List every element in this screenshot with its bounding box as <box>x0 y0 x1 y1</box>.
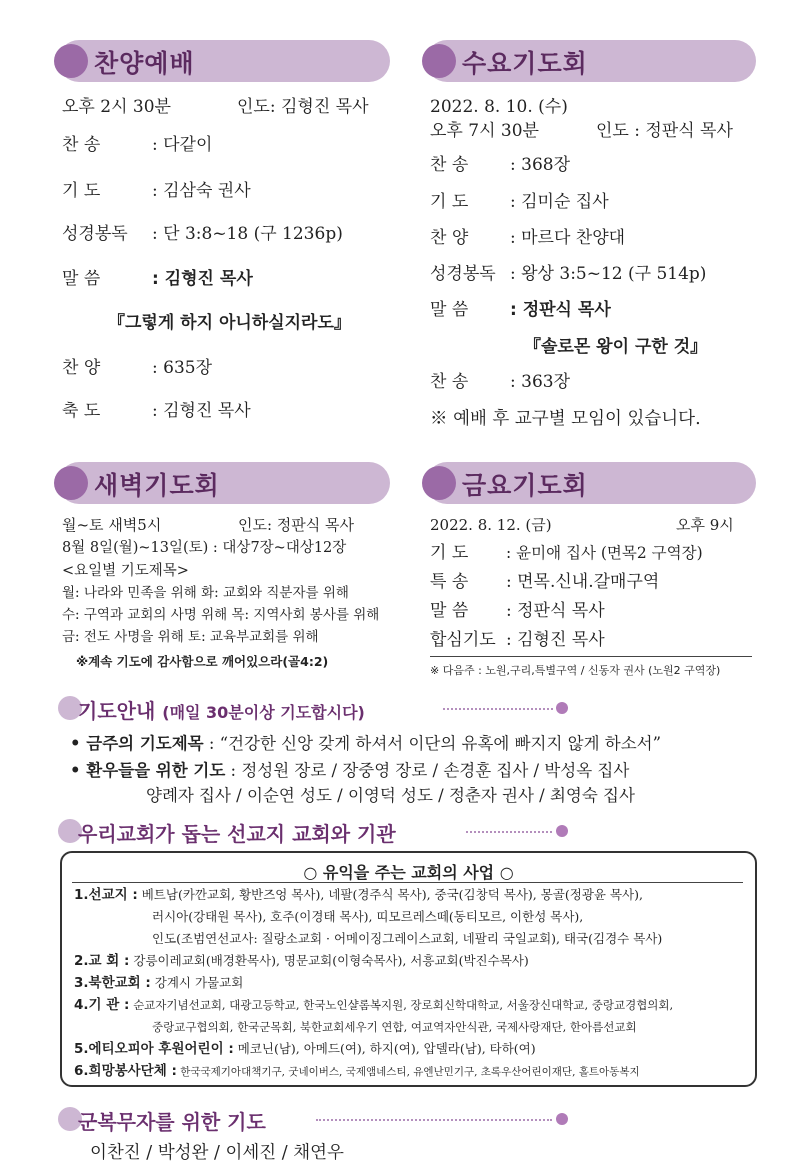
friday-heading: 금요기도회 <box>462 471 588 500</box>
dotted-leader <box>466 831 552 833</box>
sunday-time: 오후 2시 30분 <box>62 97 171 117</box>
sick-label: • 환우들을 위한 기도 <box>70 761 226 780</box>
wednesday-heading-bar <box>426 40 756 82</box>
wednesday-date: 2022. 8. 10. (수) <box>430 97 568 117</box>
heading-dot <box>54 466 88 500</box>
mission-label: 5.에티오피아 후원어린이 : <box>74 1041 234 1057</box>
missions-box-title: ○ 유익을 주는 교회의 사업 ○ <box>303 863 514 882</box>
mission-text: 순교자기념선교회, 대광고등학교, 한국노인샬롬복지원, 장로회신학대학교, 서울장신대학교, 중랑교경협의회, <box>133 998 674 1012</box>
row-value: : 마르다 찬양대 <box>510 228 626 248</box>
mission-text: 베트남(카깐교회, 황반즈엉 목사), 네팔(경주식 목사), 중국(김창덕 목사), 몽골(정광윤 목사), <box>141 887 643 902</box>
dawn-leader: 인도: 정판식 목사 <box>238 516 355 534</box>
row-label: 찬 송 <box>430 372 469 392</box>
leader-end-dot <box>556 825 568 837</box>
row-value: : 363장 <box>510 372 571 392</box>
friday-note: ※ 다음주 : 노원,구리,특별구역 / 신동자 권사 (노원2 구역장) <box>430 664 721 677</box>
row-value: : 왕상 3:5~12 (구 514p) <box>510 264 707 284</box>
box-title-rule <box>72 882 743 883</box>
row-label: 찬 송 <box>62 135 101 155</box>
military-title: 군복무자를 위한 기도 <box>78 1110 266 1134</box>
row-label: 찬 송 <box>430 155 469 175</box>
row-value: : 김미순 집사 <box>510 192 609 212</box>
row-value: : 김삼숙 권사 <box>152 181 251 201</box>
dawn-topic: 월: 나라와 민족을 위해 화: 교회와 직분자를 위해 <box>62 585 349 601</box>
row-label: 찬 양 <box>62 358 101 378</box>
sick-prayer <box>70 760 629 782</box>
friday-row <box>430 571 659 593</box>
row-label: 축 도 <box>62 401 101 421</box>
wednesday-row <box>430 371 570 393</box>
friday-date: 2022. 8. 12. (금) <box>430 516 552 534</box>
wednesday-row <box>430 227 625 249</box>
mission-row <box>74 887 643 903</box>
row-value: : 김형진 목사 <box>152 269 253 289</box>
title-sub: (매일 30분이상 기도합시다) <box>162 703 365 722</box>
dotted-leader <box>316 1119 552 1121</box>
mission-label: 4.기 관 : <box>74 997 130 1013</box>
title-main: 기도안내 <box>78 699 156 723</box>
sunday-heading: 찬양예배 <box>94 49 195 78</box>
sunday-leader: 인도: 김형진 목사 <box>237 97 369 117</box>
friday-divider <box>430 656 752 657</box>
weekly-prayer <box>70 733 661 755</box>
row-label: 성경봉독 <box>62 224 128 244</box>
row-value: : 635장 <box>152 358 213 378</box>
friday-row <box>430 600 605 622</box>
sunday-sermon-title <box>108 312 351 334</box>
row-value: : 김형진 목사 <box>152 401 251 421</box>
wednesday-row <box>430 154 570 176</box>
mission-label: 2.교 회 : <box>74 953 130 969</box>
row-label: 기 도 <box>62 181 101 201</box>
mission-text: 강릉이레교회(배경환목사), 명문교회(이형숙목사), 서흥교회(박진수목사) <box>133 953 529 968</box>
leader-end-dot <box>556 1113 568 1125</box>
leader-end-dot <box>556 702 568 714</box>
wednesday-note: ※ 예배 후 교구별 모임이 있습니다. <box>430 409 701 429</box>
row-label: 특 송 <box>430 572 469 592</box>
missions-title: 우리교회가 돕는 선교지 교회와 기관 <box>78 822 396 846</box>
wednesday-row <box>430 299 611 321</box>
mission-row <box>74 997 673 1013</box>
dawn-time: 월~토 새벽5시 <box>62 516 162 534</box>
wednesday-leader: 인도 : 정판식 목사 <box>596 121 733 141</box>
mission-label: 3.북한교회 : <box>74 975 151 991</box>
mission-row-cont: 중랑교구협의회, 한국군목회, 북한교회세우기 연합, 여교역자안식관, 국제사랑재단, 한아름선교회 <box>152 1020 637 1034</box>
row-label: 합심기도 <box>430 630 496 650</box>
row-value: : 다같이 <box>152 135 213 155</box>
mission-row <box>74 1041 536 1057</box>
mission-row-cont: 러시아(강태원 목사), 호주(이경태 목사), 띠모르레스떼(동티모르, 이한성 목사), <box>152 909 584 924</box>
mission-label: 1.선교지 : <box>74 887 138 903</box>
mission-label: 6.희망봉사단체 : <box>74 1063 177 1079</box>
missions-box <box>60 851 757 1087</box>
mission-text: 한국국제기아대책기구, 굿네이버스, 국제앰네스티, 유엔난민기구, 초록우산어린이재단, 홀트아동복지 <box>180 1066 640 1078</box>
friday-heading-bar <box>426 462 756 504</box>
row-label: 말 씀 <box>430 300 469 320</box>
sermon-title: 『그렇게 하지 아니하실지라도』 <box>108 313 351 333</box>
heading-dot <box>422 466 456 500</box>
sunday-row <box>62 180 251 202</box>
sunday-heading-bar <box>58 40 390 82</box>
wednesday-sermon-title <box>524 336 707 358</box>
friday-row <box>430 542 703 564</box>
prayer-guide-header <box>58 693 758 723</box>
mission-text: 메코닌(남), 아메드(여), 하지(여), 압델라(남), 타하(여) <box>237 1041 536 1056</box>
dawn-topics-title: <요일별 기도제목> <box>62 563 189 579</box>
heading-dot <box>422 44 456 78</box>
row-label: 말 씀 <box>430 601 469 621</box>
dawn-topic: 금: 전도 사명을 위해 토: 교육부교회를 위해 <box>62 629 319 645</box>
dawn-period: 8월 8일(월)~13일(토) : 대상7장~대상12장 <box>62 540 347 556</box>
dawn-heading-bar <box>58 462 390 504</box>
wednesday-time: 오후 7시 30분 <box>430 121 539 141</box>
wednesday-row <box>430 191 609 213</box>
wednesday-heading: 수요기도회 <box>462 49 588 78</box>
row-label: 찬 양 <box>430 228 469 248</box>
sunday-row <box>62 134 212 156</box>
sunday-row <box>62 268 253 290</box>
mission-row <box>74 953 529 969</box>
dawn-verse: ※계속 기도에 감사함으로 깨어있으라(골4:2) <box>76 654 329 669</box>
row-label: 기 도 <box>430 543 469 563</box>
sick-prayer-cont: 양례자 집사 / 이순연 성도 / 이영덕 성도 / 정춘자 권사 / 최영숙 집사 <box>146 786 635 805</box>
row-value: : 윤미애 집사 (면목2 구역장) <box>506 544 703 562</box>
mission-row <box>74 975 243 991</box>
dawn-heading: 새벽기도회 <box>94 471 220 500</box>
row-value: : 김형진 목사 <box>506 630 605 650</box>
mission-text: 강계시 가물교회 <box>154 975 244 990</box>
wednesday-row <box>430 263 706 285</box>
mission-row <box>74 1063 640 1080</box>
heading-dot <box>54 44 88 78</box>
row-label: 말 씀 <box>62 269 101 289</box>
mission-row-cont: 인도(조범연선교사: 질랑소교회 · 어메이징그레이스교회, 네팔리 국일교회), 태국(김경수 목사) <box>152 931 663 946</box>
sick-line: : 정성원 장로 / 장중영 장로 / 손경훈 집사 / 박성옥 집사 <box>230 761 630 780</box>
row-value: : 면목.신내.갈매구역 <box>506 572 660 592</box>
row-value: : 단 3:8~18 (구 1236p) <box>152 224 343 244</box>
sunday-row <box>62 223 343 245</box>
dotted-leader <box>443 708 553 710</box>
military-header <box>58 1104 758 1134</box>
row-label: 성경봉독 <box>430 264 496 284</box>
row-label: 기 도 <box>430 192 469 212</box>
missions-header <box>58 816 758 846</box>
row-value: : 368장 <box>510 155 571 175</box>
prayer-guide-title <box>78 695 365 724</box>
friday-time: 오후 9시 <box>676 516 734 534</box>
sermon-title: 『솔로몬 왕이 구한 것』 <box>524 337 708 357</box>
military-names: 이찬진 / 박성완 / 이세진 / 채연우 <box>90 1143 344 1163</box>
sunday-row <box>62 357 212 379</box>
row-value: : 정판식 목사 <box>510 300 611 320</box>
dawn-topic: 수: 구역과 교회의 사명 위해 목: 지역사회 봉사를 위해 <box>62 607 380 623</box>
weekly-label: • 금주의 기도제목 <box>70 734 204 753</box>
friday-row <box>430 629 605 651</box>
row-value: : 정판식 목사 <box>506 601 605 621</box>
weekly-text: : “건강한 신앙 갖게 하셔서 이단의 유혹에 빠지지 않게 하소서” <box>208 734 662 753</box>
sunday-row <box>62 400 251 422</box>
